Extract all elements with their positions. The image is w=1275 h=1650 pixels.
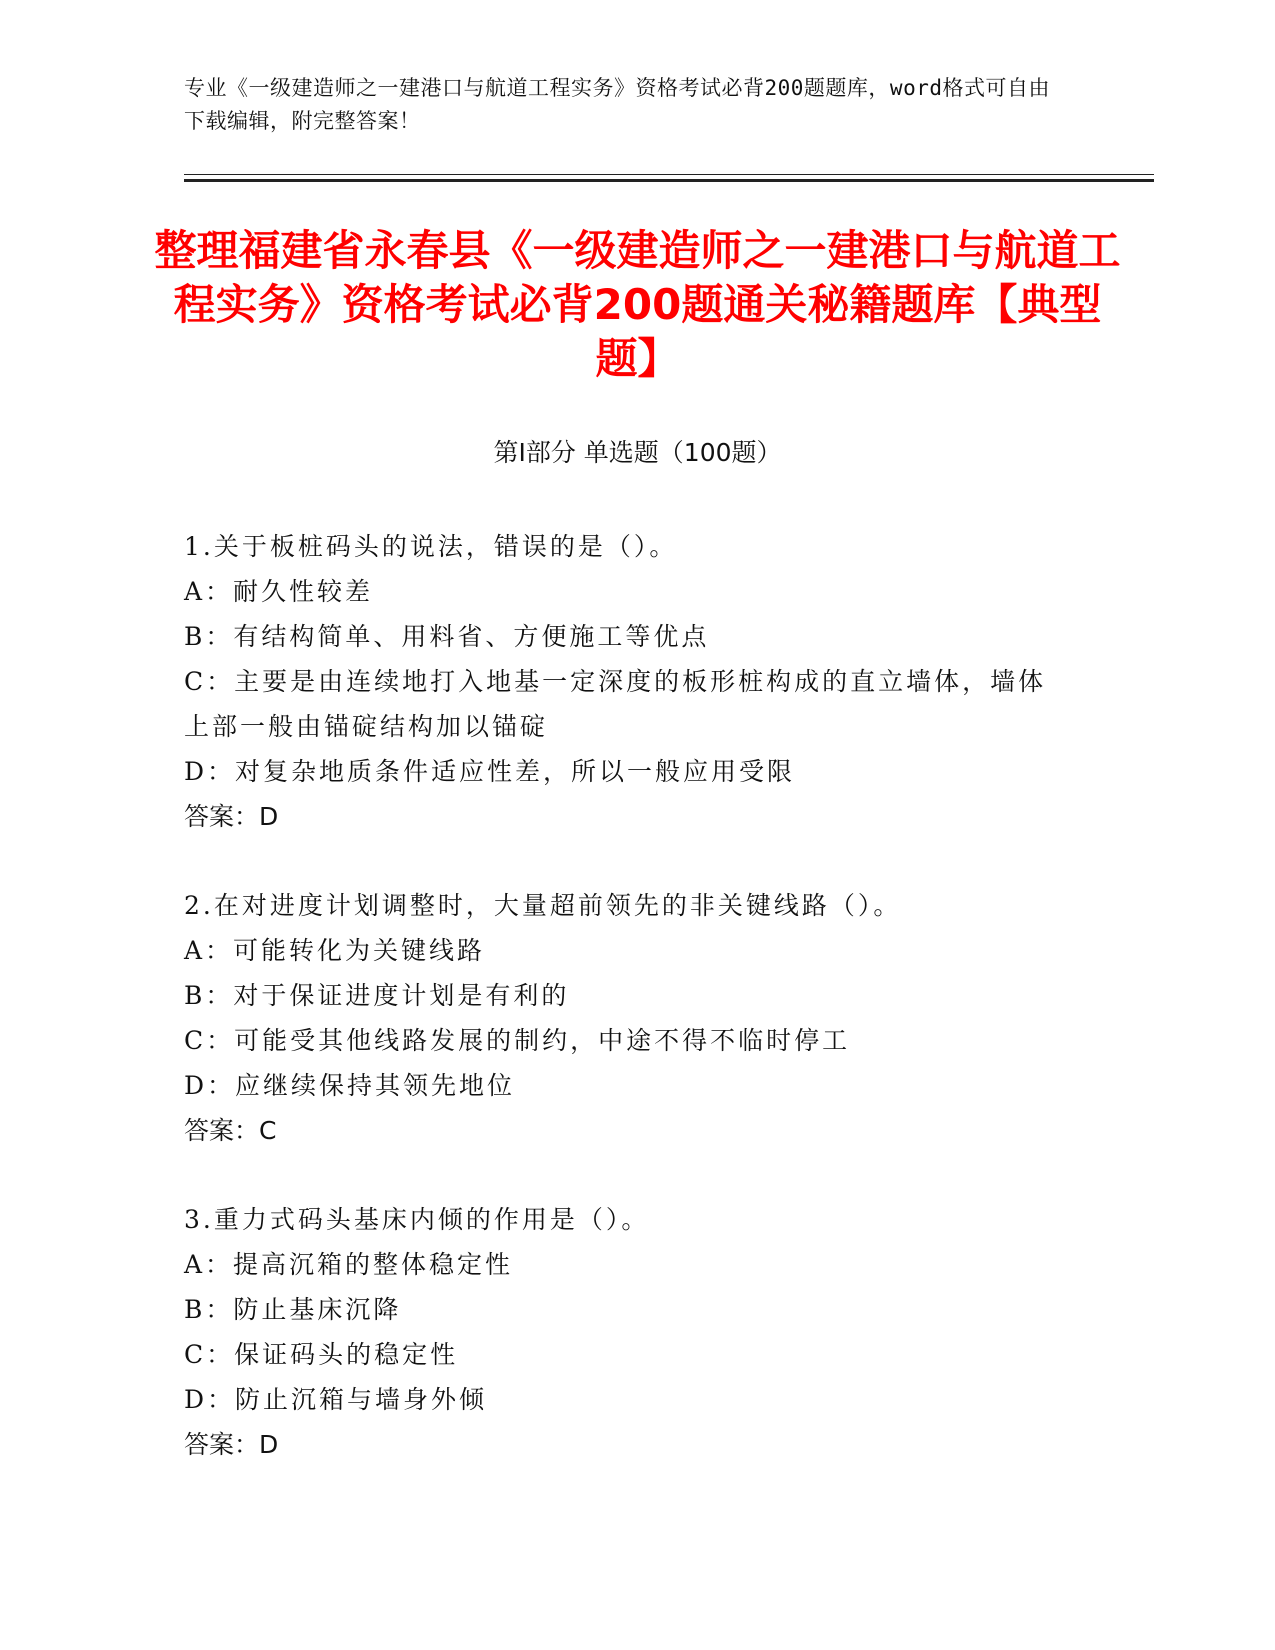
option-b: B：有结构简单、用料省、方便施工等优点 xyxy=(184,622,710,651)
document-title: 整理福建省永春县《一级建造师之一建港口与航道工程实务》资格考试必背200题通关秘籍题库【典型题】 xyxy=(154,226,1121,383)
header-divider-thin xyxy=(184,174,1154,175)
question-2 xyxy=(184,883,1074,1153)
header-divider-thick xyxy=(184,179,1154,182)
option-c: C：保证码头的稳定性 xyxy=(184,1340,459,1369)
option-b: B：防止基床沉降 xyxy=(184,1295,402,1324)
option-a: A：提高沉箱的整体稳定性 xyxy=(184,1250,514,1279)
option-d: D：对复杂地质条件适应性差，所以一般应用受限 xyxy=(184,757,796,786)
option-a: A：可能转化为关键线路 xyxy=(184,936,486,965)
section-title: 第Ⅰ部分 单选题（100题） xyxy=(493,438,782,467)
question-1 xyxy=(184,524,1074,839)
question-stem: 3.重力式码头基床内倾的作用是（）。 xyxy=(184,1205,650,1234)
answer: 答案：C xyxy=(184,1116,277,1145)
question-3 xyxy=(184,1197,1074,1467)
option-a: A：耐久性较差 xyxy=(184,577,374,606)
question-stem: 2.在对进度计划调整时，大量超前领先的非关键线路（）。 xyxy=(184,891,902,920)
option-c: C：主要是由连续地打入地基一定深度的板形桩构成的直立墙体，墙体上部一般由锚碇结构加以锚碇 xyxy=(184,667,1047,741)
option-c: C：可能受其他线路发展的制约，中途不得不临时停工 xyxy=(184,1026,851,1055)
answer: 答案：D xyxy=(184,1430,279,1459)
option-d: D：防止沉箱与墙身外倾 xyxy=(184,1385,488,1414)
question-stem: 1.关于板桩码头的说法，错误的是（）。 xyxy=(184,532,678,561)
option-d: D：应继续保持其领先地位 xyxy=(184,1071,516,1100)
header-note: 专业《一级建造师之一建港口与航道工程实务》资格考试必背200题题库，word格式可自由下载编辑，附完整答案！ xyxy=(184,76,1050,133)
question-list xyxy=(184,524,1074,1511)
answer: 答案：D xyxy=(184,802,279,831)
option-b: B：对于保证进度计划是有利的 xyxy=(184,981,570,1010)
